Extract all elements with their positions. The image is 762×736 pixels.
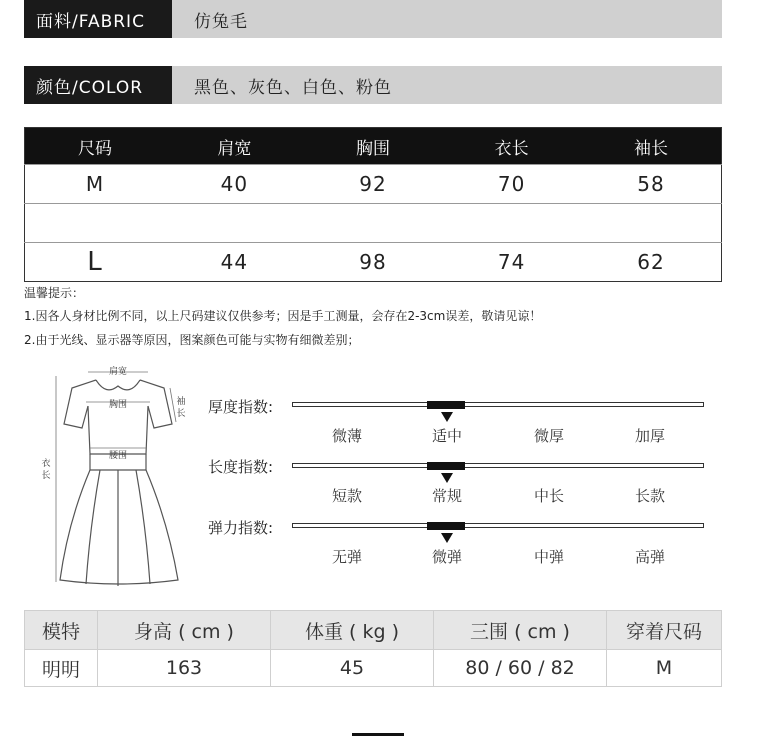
table-cell: 70 xyxy=(442,165,581,204)
elasticity-option: 无弹 xyxy=(331,548,362,566)
model-header-cell: 身高 ( cm ) xyxy=(98,611,271,650)
table-cell xyxy=(442,204,581,243)
table-cell xyxy=(25,204,166,243)
thickness-marker xyxy=(427,401,465,409)
table-cell: M xyxy=(607,650,722,687)
thickness-pointer-icon xyxy=(441,412,453,422)
table-row xyxy=(25,165,722,204)
fabric-label: 面料/FABRIC xyxy=(24,0,172,38)
elasticity-option: 微弹 xyxy=(431,548,462,566)
tips-title: 温馨提示： xyxy=(24,286,85,300)
label-length-2: 长 xyxy=(41,471,51,481)
table-cell: 163 xyxy=(98,650,271,687)
table-cell: 80 / 60 / 82 xyxy=(434,650,607,687)
label-waist: 腰围 xyxy=(108,451,128,461)
model-table-header xyxy=(25,611,722,650)
color-label: 颜色/COLOR xyxy=(24,66,172,104)
table-cell: 40 xyxy=(165,165,304,204)
thickness-option: 加厚 xyxy=(634,427,665,445)
length-track xyxy=(292,463,704,468)
length-marker xyxy=(427,462,465,470)
tips-line-1: 1.因各人身材比例不同，以上尺码建议仅供参考；因是手工测量，会存在2-3cm误差，敬请见谅！ xyxy=(24,309,542,323)
length-option: 短款 xyxy=(331,487,362,505)
table-cell: 62 xyxy=(581,243,722,282)
elasticity-option: 高弹 xyxy=(634,548,665,566)
model-header-cell: 三围 ( cm ) xyxy=(434,611,607,650)
table-cell: L xyxy=(25,243,166,282)
label-length-1: 衣 xyxy=(41,459,51,469)
size-table xyxy=(24,127,722,282)
table-cell: 98 xyxy=(304,243,443,282)
model-table xyxy=(24,610,722,687)
table-row xyxy=(25,243,722,282)
length-option: 常规 xyxy=(431,487,462,505)
label-sleeve-1: 袖 xyxy=(176,397,186,407)
table-row xyxy=(25,650,722,687)
table-cell: 44 xyxy=(165,243,304,282)
length-label: 长度指数: xyxy=(208,458,274,476)
thickness-option: 适中 xyxy=(431,427,462,445)
table-row xyxy=(25,204,722,243)
elasticity-pointer-icon xyxy=(441,533,453,543)
dress-diagram xyxy=(38,362,198,590)
length-pointer-icon xyxy=(441,473,453,483)
thickness-track xyxy=(292,402,704,407)
elasticity-track xyxy=(292,523,704,528)
table-cell: 92 xyxy=(304,165,443,204)
tips-line-2: 2.由于光线、显示器等原因，图案颜色可能与实物有细微差别； xyxy=(24,333,360,347)
elasticity-label: 弹力指数: xyxy=(208,519,274,537)
thickness-option: 微薄 xyxy=(331,427,362,445)
table-cell: 明明 xyxy=(25,650,98,687)
elasticity-option: 中弹 xyxy=(533,548,564,566)
label-shoulder: 肩宽 xyxy=(108,367,128,377)
size-table-header xyxy=(25,128,722,165)
size-header-cell: 衣长 xyxy=(442,128,581,165)
table-cell xyxy=(581,204,722,243)
size-header-cell: 袖长 xyxy=(581,128,722,165)
thickness-option: 微厚 xyxy=(533,427,564,445)
size-header-cell: 尺码 xyxy=(25,128,166,165)
label-chest: 胸围 xyxy=(108,400,128,410)
color-bar xyxy=(24,66,722,104)
table-cell: 74 xyxy=(442,243,581,282)
table-cell: M xyxy=(25,165,166,204)
color-value: 黑色、灰色、白色、粉色 xyxy=(194,77,392,98)
label-sleeve-2: 长 xyxy=(176,409,186,419)
fabric-bar xyxy=(24,0,722,38)
length-option: 中长 xyxy=(533,487,564,505)
table-cell: 58 xyxy=(581,165,722,204)
table-cell xyxy=(165,204,304,243)
table-cell: 45 xyxy=(271,650,434,687)
table-cell xyxy=(304,204,443,243)
model-header-cell: 模特 xyxy=(25,611,98,650)
size-header-cell: 肩宽 xyxy=(165,128,304,165)
model-header-cell: 穿着尺码 xyxy=(607,611,722,650)
size-header-cell: 胸围 xyxy=(304,128,443,165)
elasticity-marker xyxy=(427,522,465,530)
model-header-cell: 体重 ( kg ) xyxy=(271,611,434,650)
thickness-label: 厚度指数: xyxy=(208,398,274,416)
length-option: 长款 xyxy=(634,487,665,505)
fabric-value: 仿兔毛 xyxy=(194,11,248,32)
